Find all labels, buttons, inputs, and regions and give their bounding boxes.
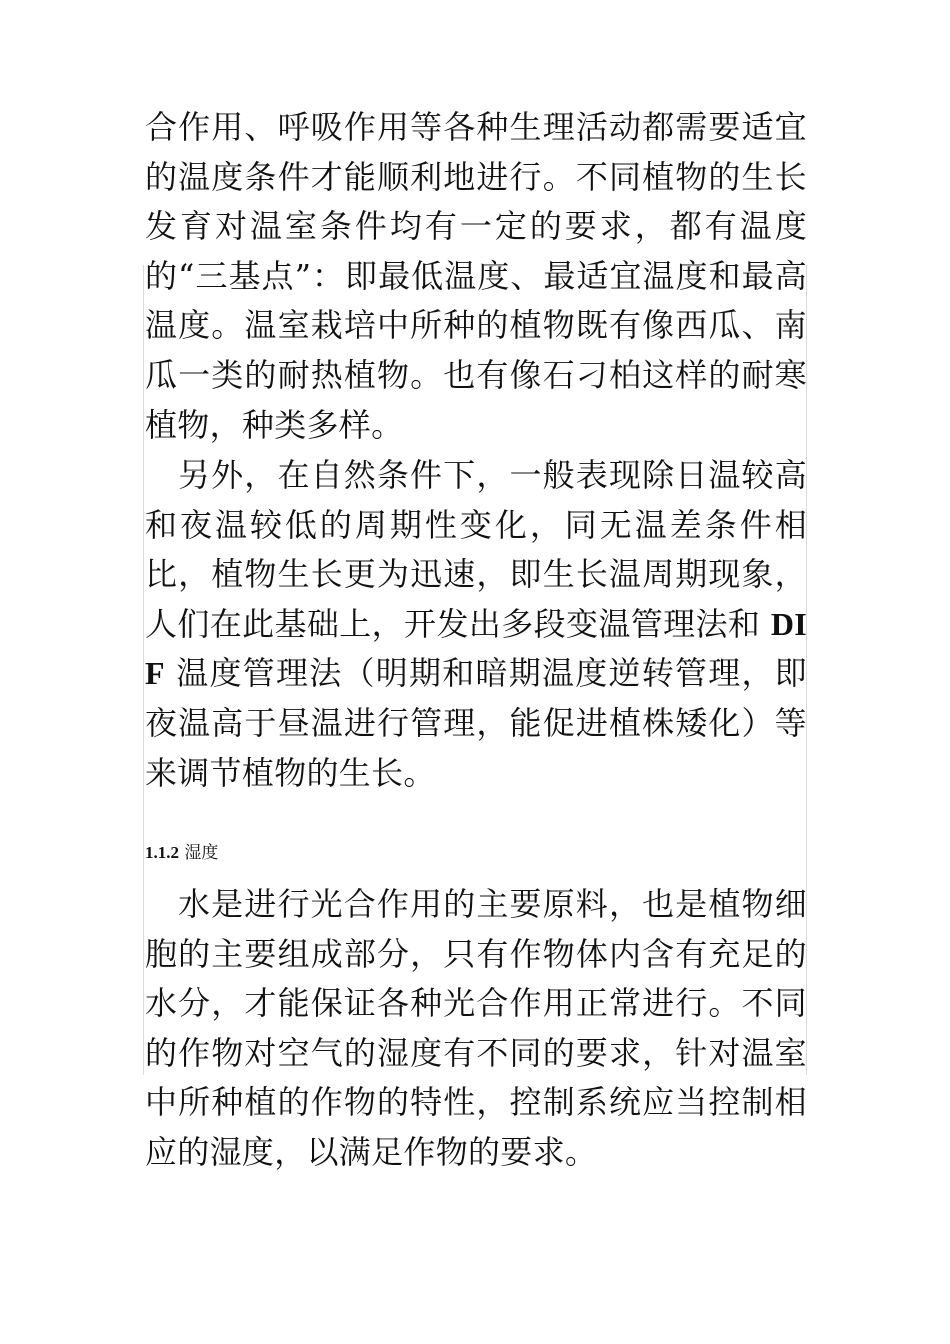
paragraph-temperature-management bbox=[145, 451, 807, 798]
section-number: 1.1.2 bbox=[145, 843, 179, 862]
paragraph-text-part: 另外，在自然条件下，一般表现除日温较高和夜温较低的周期性变化，同无温差条件相比，植物生长更为迅速，即生长温周期现象，人们在此基础上，开发出多段变温管理法和 bbox=[145, 456, 807, 643]
frame-left-line bbox=[143, 265, 144, 1075]
paragraph-temperature-conditions: 合作用、呼吸作用等各种生理活动都需要适宜的温度条件才能顺利地进行。不同植物的生长发育对温室条件均有一定的要求，都有温度的“三基点”：即最低温度、最适宜温度和最高温度。温室栽培中所种的植物既有像西瓜、南瓜一类的耐热植物。也有像石刁柏这样的耐寒植物，种类多样。 bbox=[145, 108, 807, 444]
section-title: 湿度 bbox=[184, 843, 219, 863]
paragraph-text-part: 温度管理法（明期和暗期温度逆转管理，即夜温高于昼温进行管理，能促进植株矮化）等来调节植物的生长。 bbox=[145, 654, 807, 792]
section-heading bbox=[145, 842, 218, 864]
dif-term: DIF bbox=[145, 605, 807, 692]
paragraph-humidity: 水是进行光合作用的主要原料，也是植物细胞的主要组成部分，只有作物体内含有充足的水分，才能保证各种光合作用正常进行。不同的作物对空气的湿度有不同的要求，针对温室中所种植的作物的特性，控制系统应当控制相应的湿度，以满足作物的要求。 bbox=[145, 885, 807, 1171]
